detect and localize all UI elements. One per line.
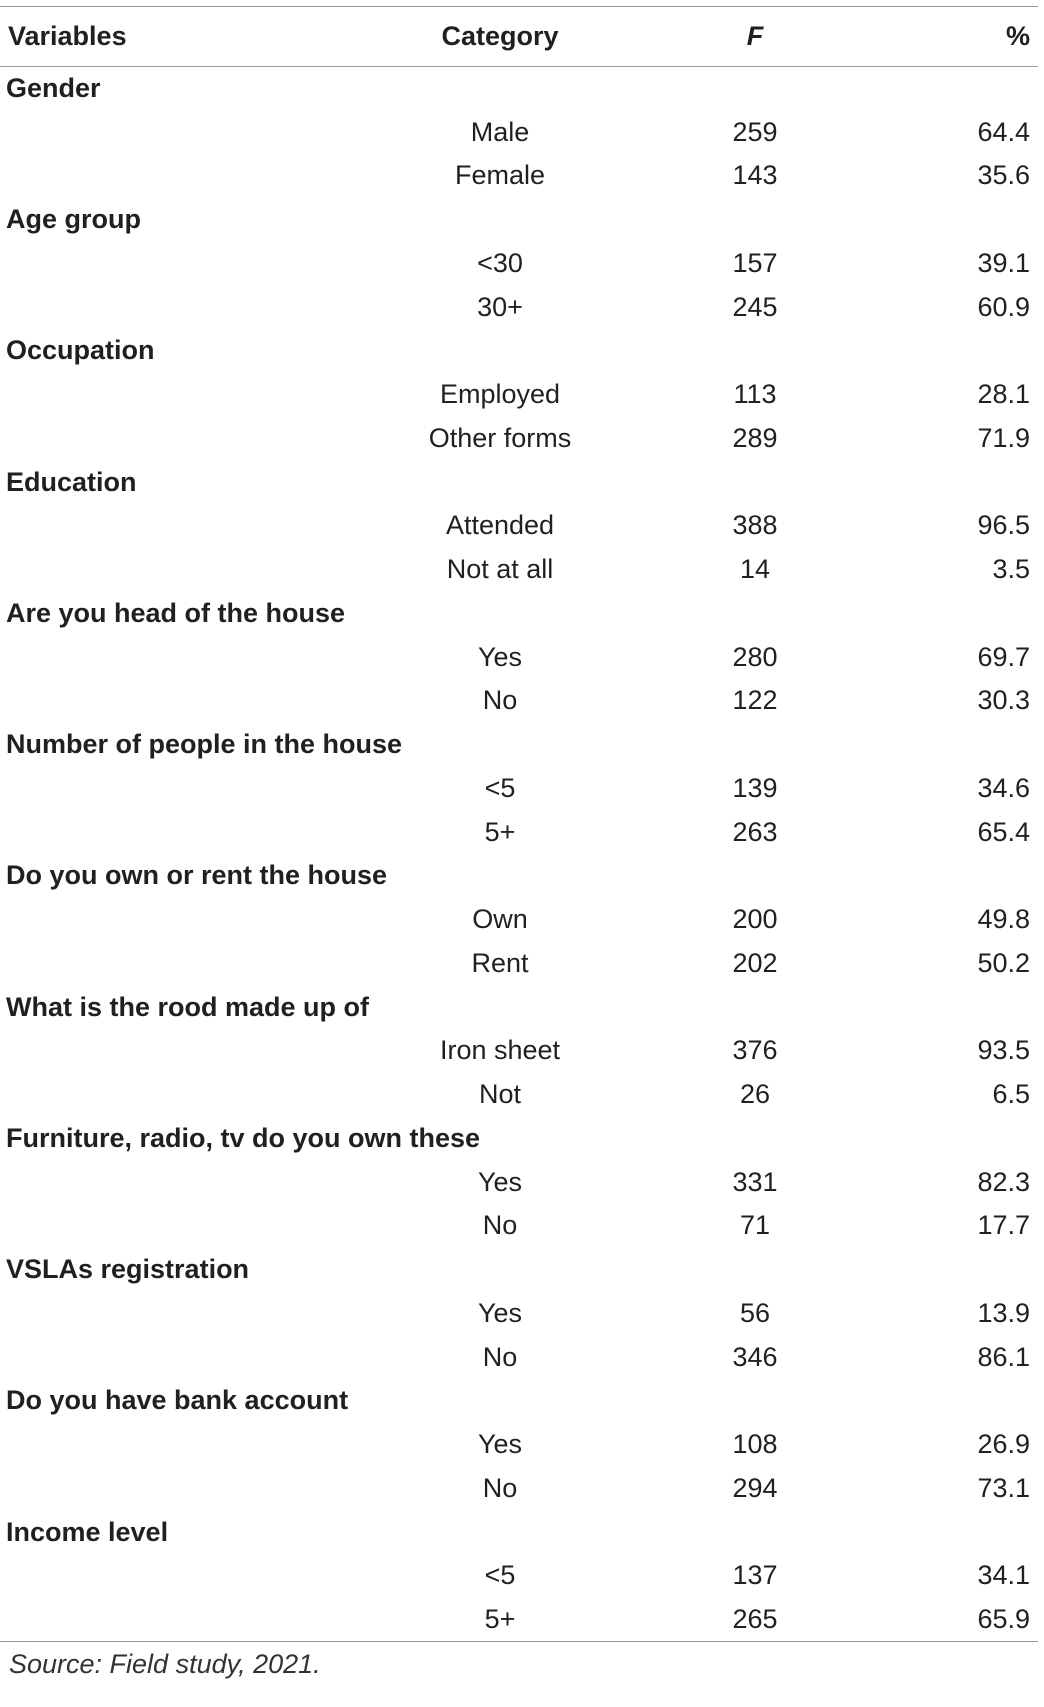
table-row — [0, 1029, 1038, 1073]
empty-cell — [0, 110, 410, 154]
empty-cell — [0, 1554, 410, 1598]
table-row — [0, 1335, 1038, 1379]
empty-cell — [0, 242, 410, 286]
category-cell: Yes — [477, 1166, 523, 1197]
empty-cell — [0, 1467, 410, 1511]
percent-cell: 6.5 — [992, 1079, 1030, 1110]
demographics-table-container — [0, 6, 1044, 1686]
empty-cell — [0, 1335, 410, 1379]
category-cell: 5+ — [484, 816, 516, 847]
empty-cell — [0, 942, 410, 986]
group-row — [0, 985, 1038, 1029]
group-row — [0, 723, 1038, 767]
empty-cell — [0, 810, 410, 854]
empty-cell — [0, 679, 410, 723]
empty-cell — [0, 1598, 410, 1642]
percent-cell: 69.7 — [977, 641, 1030, 672]
empty-cell — [0, 898, 410, 942]
demographics-table — [0, 6, 1038, 1686]
table-row — [0, 110, 1038, 154]
frequency-cell: 265 — [732, 1603, 778, 1634]
group-label: Furniture, radio, tv do you own these — [6, 1122, 481, 1153]
frequency-cell: 26 — [739, 1079, 771, 1110]
percent-cell: 28.1 — [977, 379, 1030, 410]
category-cell: Not at all — [446, 554, 554, 585]
group-label: Age group — [6, 204, 141, 235]
category-cell: No — [482, 1210, 518, 1241]
table-row — [0, 1423, 1038, 1467]
header-category: Category — [410, 7, 590, 67]
percent-cell: 71.9 — [977, 422, 1030, 453]
empty-cell — [0, 1204, 410, 1248]
category-cell: Female — [454, 160, 546, 191]
category-cell: Yes — [477, 1429, 523, 1460]
group-label: VSLAs registration — [6, 1254, 250, 1285]
group-row — [0, 1248, 1038, 1292]
category-cell: Iron sheet — [439, 1035, 561, 1066]
group-label: Occupation — [6, 335, 155, 366]
group-label: What is the rood made up of — [6, 991, 369, 1022]
frequency-cell: 139 — [732, 772, 778, 803]
percent-cell: 17.7 — [977, 1210, 1030, 1241]
group-row — [0, 198, 1038, 242]
group-row — [0, 854, 1038, 898]
group-label: Income level — [6, 1516, 169, 1547]
percent-cell: 64.4 — [977, 116, 1030, 147]
empty-cell — [0, 1160, 410, 1204]
frequency-cell: 388 — [732, 510, 778, 541]
percent-cell: 34.1 — [977, 1560, 1030, 1591]
table-row — [0, 1598, 1038, 1642]
group-label: Do you own or rent the house — [6, 860, 388, 891]
header-frequency: F — [590, 7, 920, 67]
frequency-cell: 376 — [732, 1035, 778, 1066]
table-row — [0, 1554, 1038, 1598]
group-row — [0, 460, 1038, 504]
group-row — [0, 1379, 1038, 1423]
category-cell: Own — [472, 904, 528, 935]
group-row — [0, 1510, 1038, 1554]
category-cell: Other forms — [428, 422, 572, 453]
table-row — [0, 373, 1038, 417]
table-row — [0, 898, 1038, 942]
table-body — [0, 67, 1038, 1642]
frequency-cell: 280 — [732, 641, 778, 672]
header-variables: Variables — [0, 7, 410, 67]
group-label: Number of people in the house — [6, 729, 403, 760]
empty-cell — [0, 635, 410, 679]
empty-cell — [0, 417, 410, 461]
category-cell: Not — [478, 1079, 522, 1110]
table-row — [0, 679, 1038, 723]
table-header — [0, 7, 1038, 67]
table-row — [0, 1292, 1038, 1336]
table-row — [0, 635, 1038, 679]
frequency-cell: 294 — [732, 1472, 778, 1503]
table-footer — [0, 1642, 1038, 1687]
percent-cell: 82.3 — [977, 1166, 1030, 1197]
table-row — [0, 285, 1038, 329]
frequency-cell: 137 — [732, 1560, 778, 1591]
source-note: Source: Field study, 2021. — [0, 1642, 1038, 1687]
category-cell: No — [482, 685, 518, 716]
group-label: Education — [6, 466, 137, 497]
category-cell: No — [482, 1341, 518, 1372]
category-cell: Rent — [471, 947, 529, 978]
table-row — [0, 154, 1038, 198]
empty-cell — [0, 504, 410, 548]
empty-cell — [0, 767, 410, 811]
frequency-cell: 108 — [732, 1429, 778, 1460]
empty-cell — [0, 154, 410, 198]
empty-cell — [0, 1029, 410, 1073]
table-row — [0, 1467, 1038, 1511]
percent-cell: 93.5 — [977, 1035, 1030, 1066]
frequency-cell: 157 — [732, 247, 778, 278]
empty-cell — [0, 548, 410, 592]
category-cell: <5 — [484, 1560, 516, 1591]
table-row — [0, 1160, 1038, 1204]
table-row — [0, 504, 1038, 548]
percent-cell: 65.4 — [977, 816, 1030, 847]
table-row — [0, 810, 1038, 854]
frequency-cell: 331 — [732, 1166, 778, 1197]
percent-cell: 35.6 — [977, 160, 1030, 191]
frequency-cell: 14 — [739, 554, 771, 585]
percent-cell: 86.1 — [977, 1341, 1030, 1372]
frequency-cell: 143 — [732, 160, 778, 191]
percent-cell: 60.9 — [977, 291, 1030, 322]
group-label: Are you head of the house — [6, 597, 346, 628]
table-row — [0, 242, 1038, 286]
header-percent: % — [920, 7, 1038, 67]
percent-cell: 34.6 — [977, 772, 1030, 803]
empty-cell — [0, 1292, 410, 1336]
frequency-cell: 202 — [732, 947, 778, 978]
percent-cell: 39.1 — [977, 247, 1030, 278]
table-row — [0, 942, 1038, 986]
empty-cell — [0, 1423, 410, 1467]
frequency-cell: 259 — [732, 116, 778, 147]
frequency-cell: 122 — [732, 685, 778, 716]
frequency-cell: 113 — [733, 379, 777, 410]
group-row — [0, 67, 1038, 111]
category-cell: 5+ — [484, 1603, 516, 1634]
percent-cell: 65.9 — [977, 1603, 1030, 1634]
group-row — [0, 329, 1038, 373]
percent-cell: 13.9 — [977, 1297, 1030, 1328]
category-cell: Yes — [477, 641, 523, 672]
percent-cell: 30.3 — [977, 685, 1030, 716]
percent-cell: 50.2 — [977, 947, 1030, 978]
empty-cell — [0, 1073, 410, 1117]
frequency-cell: 200 — [732, 904, 778, 935]
empty-cell — [0, 285, 410, 329]
category-cell: Attended — [445, 510, 555, 541]
group-row — [0, 1117, 1038, 1161]
group-label: Gender — [6, 73, 101, 104]
category-cell: Employed — [439, 379, 561, 410]
category-cell: <5 — [484, 772, 516, 803]
frequency-cell: 346 — [732, 1341, 778, 1372]
frequency-cell: 71 — [739, 1210, 771, 1241]
frequency-cell: 56 — [739, 1297, 771, 1328]
table-row — [0, 1204, 1038, 1248]
table-row — [0, 1073, 1038, 1117]
category-cell: No — [482, 1472, 518, 1503]
percent-cell: 73.1 — [977, 1472, 1030, 1503]
footer-row — [0, 1642, 1038, 1687]
percent-cell: 49.8 — [977, 904, 1030, 935]
category-cell: Yes — [477, 1297, 523, 1328]
percent-cell: 96.5 — [977, 510, 1030, 541]
group-label: Do you have bank account — [6, 1385, 349, 1416]
frequency-cell: 263 — [732, 816, 778, 847]
category-cell: 30+ — [477, 291, 523, 322]
percent-cell: 26.9 — [977, 1429, 1030, 1460]
table-row — [0, 767, 1038, 811]
category-cell: Male — [470, 116, 530, 147]
frequency-cell: 245 — [732, 291, 778, 322]
table-row — [0, 548, 1038, 592]
category-cell: <30 — [477, 247, 523, 278]
empty-cell — [0, 373, 410, 417]
frequency-cell: 289 — [732, 422, 778, 453]
table-row — [0, 417, 1038, 461]
percent-cell: 3.5 — [992, 554, 1030, 585]
header-row — [0, 7, 1038, 67]
group-row — [0, 592, 1038, 636]
